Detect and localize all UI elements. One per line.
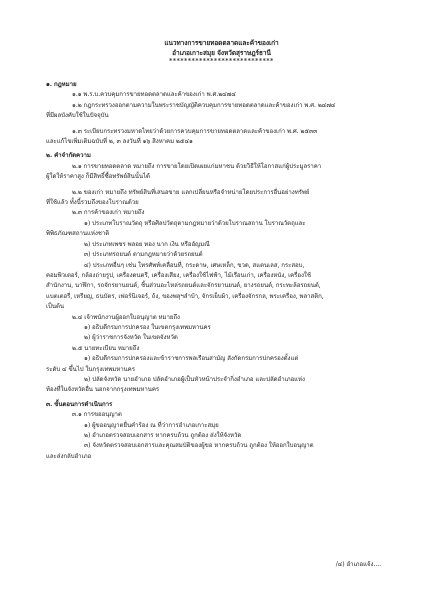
- paragraph-line: คอมพิวเตอร์, กล้องถ่ายรูป, เครื่องดนตรี, เครื่องเสียง, เครื่องใช้ไฟฟ้า, ไม้เรือนเก่า, เครื่องหนัง, เครื่องใช้: [46, 271, 311, 279]
- paragraph-line: ๑.๒ กฎกระทรวงออกตามความในพระราชบัญญัติควบคุมการขายทอดตลาดและค้าของเก่า พ.ศ. ๒๔๗๔: [72, 101, 336, 109]
- section: [46, 80, 397, 147]
- paragraph-line: ๔) ประเภทอื่นๆ เช่น โทรศัพท์เคลื่อนที่, กระดาษ, เศษเหล็ก, ขวด, สแตนเลส, กระสอบ,: [84, 261, 305, 269]
- paragraph-line: พิพิธภัณฑสถานแห่งชาติ: [46, 230, 110, 238]
- paragraph-line: ๒) ผู้ว่าราชการจังหวัด ในเขตจังหวัด: [84, 334, 178, 342]
- paragraph-line: เป็นต้น: [46, 303, 64, 311]
- paragraph-line: ระดับ ๔ ขึ้นไป ในกรุงเทพมหานคร: [46, 365, 135, 373]
- paragraph-line: แบตเตอรี่, เหรียญ, ธนบัตร, เฟอร์นิเจอร์, ถ้ง, ของพลุฯลำบ้า, จักรเย็บผ้า, เครื่องจักรกล, พระเครื่อง, พลาสติก,: [46, 292, 324, 300]
- paragraph-line: ๑) อธิบดีกรมการปกครองและข้าราชการพลเรือนสามัญ สังกัดกรมการปกครองตั้งแต่: [84, 355, 299, 363]
- paragraph-line: ๒.๒ ของเก่า หมายถึง ทรัพย์สินที่เสนอขาย แลกเปลี่ยนหรือจำหน่ายโดยประการอื่นอย่างทรัพย์: [72, 188, 310, 196]
- paragraph-line: สำนักงาน, นาฬิกา, รถจักรยานยนต์, ชิ้นส่วนอะไหล่รถยนต์และจักรยานยนต์, ยางรถยนต์, กระทะล้อรถยนต์,: [46, 282, 321, 290]
- paragraph-line: ๓) ประเภทรถยนต์ ตามกฎหมายว่าด้วยรถยนต์: [84, 251, 203, 259]
- paragraph-line: และแก้ไขเพิ่มเติมฉบับที่ ๒, ๓ ลงวันที่ ๑๖ สิงหาคม ๒๕๔๑: [46, 138, 193, 146]
- section-heading: ๑. กฎหมาย: [46, 81, 77, 88]
- paragraph-line: ๒) ประเภทเพชร พลอย ทอง นาก เงิน หรืออัญมณี: [84, 240, 210, 248]
- asterisk-rule: ****************************: [169, 58, 274, 65]
- paragraph-line: ๑) ผู้ขออนุญาตยื่นคำร้อง ณ ที่ว่าการอำเภอเกาะสมุย: [84, 421, 219, 429]
- paragraph-line: ผู้ใดให้ราคาสูง ก็มีสิทธิ์ซื้อทรัพย์สินนั้นได้: [46, 173, 150, 181]
- document-title-line-2: อำเภอเกาะสมุย จังหวัดสุราษฎร์ธานี: [172, 49, 271, 57]
- paragraph-line: ๓.๑ การขออนุญาต: [72, 411, 122, 419]
- section-heading: ๓. ขั้นตอนการดำเนินการ: [46, 400, 113, 408]
- section-heading: ๒. คำจำกัดความ: [46, 152, 91, 160]
- paragraph-line: ท้องที่ในจังหวัดอื่น นอกจากกรุงเทพมหานคร: [46, 386, 160, 394]
- paragraph-line: ๒.๑ การขายทอดตลาด หมายถึง การขายโดยเปิดเผยแก่มหาชน ด้วยวิธีให้โอกาสแก่ผู้ประมูลราคา: [72, 162, 322, 170]
- paragraph-line: ที่ใช้แล้ว ทั้งนี้รวมถึงของโบราณด้วย: [46, 199, 139, 207]
- document-title-line-1: แนวทางการขายทอดตลาดและค้าของเก่า: [164, 39, 279, 47]
- paragraph-line: ๒.๕ นายทะเบียน หมายถึง: [72, 344, 140, 352]
- paragraph-line: ที่มีผลบังคับใช้ในปัจจุบัน: [46, 112, 109, 120]
- paragraph-line: ๒.๔ เจ้าพนักงานผู้ออกใบอนุญาต หมายถึง: [72, 313, 180, 321]
- paragraph-line: ๒) ปลัดจังหวัด นายอำเภอ ปลัดอำเภอผู้เป็นหัวหน้าประจำกิ่งอำเภอ และปลัดอำเภอแห่ง: [84, 375, 305, 383]
- document-body: [46, 80, 397, 462]
- paragraph-line: ๑.๓ ระเบียบกระทรวงมหาดไทยว่าด้วยการควบคุมการขายทอดตลาดและค้าของเก่า พ.ศ. ๒๕๓๓: [72, 127, 318, 135]
- paragraph-line: ๑) อธิบดีกรมการปกครอง ในเขตกรุงเทพมหานคร: [84, 323, 211, 331]
- paragraph-line: และส่งกลับอำเภอ: [46, 452, 92, 460]
- paragraph-line: ๒) อำเภอตรวจสอบเอกสาร หากครบถ้วน ถูกต้อง ส่งให้จังหวัด: [84, 432, 242, 439]
- section: [46, 151, 397, 395]
- paragraph-line: ๑.๑ พ.ร.บ.ควบคุมการขายทอดตลาดและค้าของเก่า พ.ศ.๒๔๗๔: [72, 91, 236, 99]
- continuation-note: /๔) อำเภอแจ้ง....: [335, 560, 381, 568]
- paragraph-line: ๓) จังหวัดตรวจสอบเอกสารและคุณสมบัติของผู้ขอ หากครบถ้วน ถูกต้อง ให้ออกใบอนุญาต: [84, 442, 314, 450]
- paragraph-line: ๑) ประเภทโบราณวัตถุ หรือศิลปวัตถุตามกฎหมายว่าด้วยโบราณสถาน โบราณวัตถุและ: [84, 219, 306, 227]
- section: [46, 400, 397, 462]
- paragraph-line: ๒.๓ การค้าของเก่า หมายถึง: [72, 209, 145, 217]
